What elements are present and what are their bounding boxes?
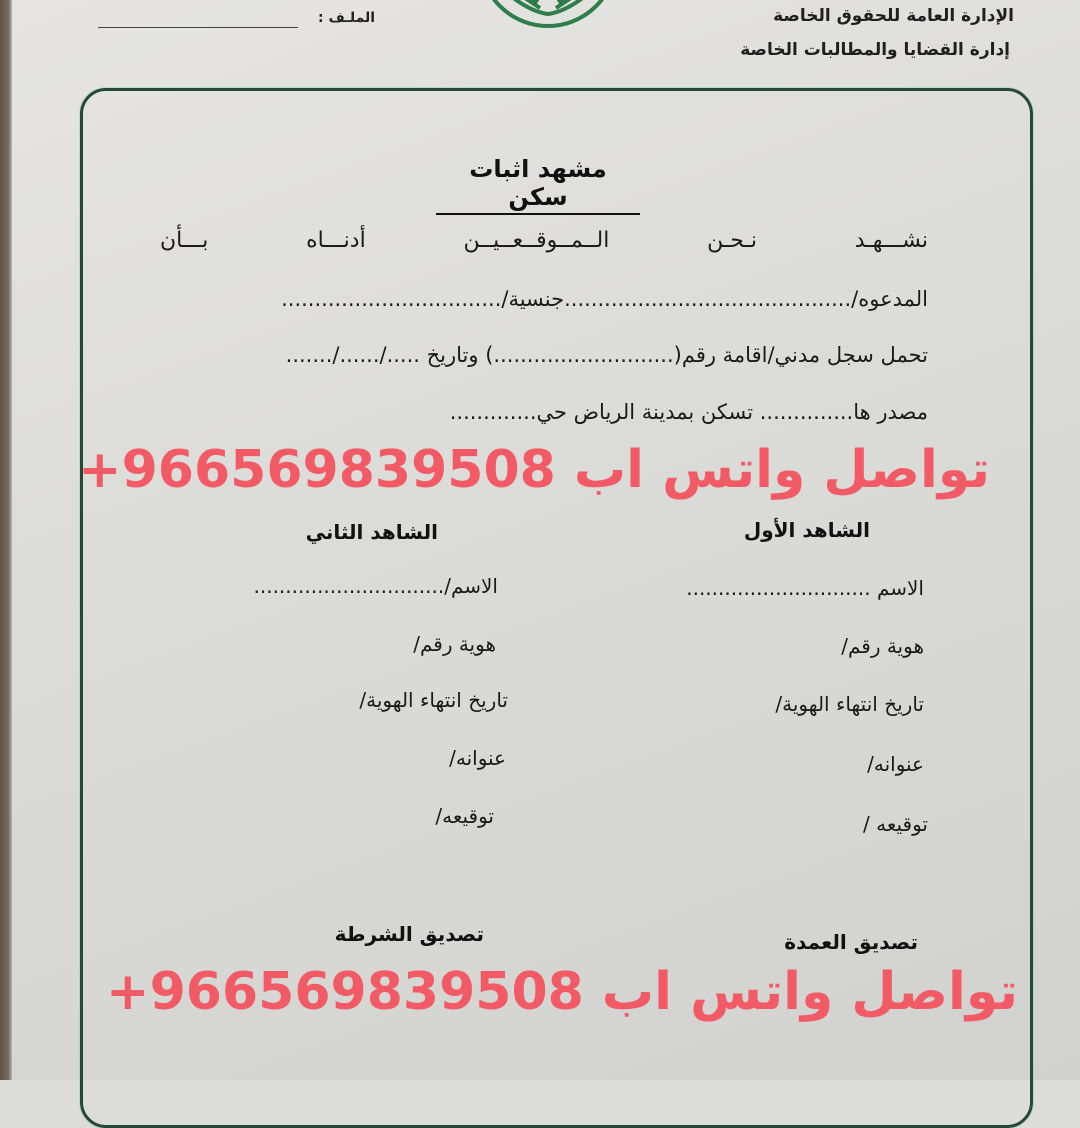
intro-word: نـحـن — [707, 228, 758, 253]
second-witness-heading: الشاهد الثاني — [305, 520, 438, 544]
intro-word: نشـــهـد — [854, 228, 928, 253]
org-name-line-2: إدارة القضايا والمطالبات الخاصة — [740, 40, 1010, 60]
intro-word: أدنـــاه — [306, 228, 366, 253]
second-witness-id-expiry-field[interactable]: تاريخ انتهاء الهوية/ — [359, 688, 508, 712]
whatsapp-contact-watermark: تواصل واتس اب 966569839508+ — [106, 962, 1018, 1022]
second-witness-signature-field[interactable]: توقيعه/ — [435, 804, 494, 828]
first-witness-heading: الشاهد الأول — [743, 518, 870, 542]
whatsapp-contact-watermark: تواصل واتس اب 966569839508+ — [78, 440, 990, 500]
intro-word: بـــأن — [160, 228, 209, 253]
file-number-blank-line[interactable] — [98, 27, 298, 28]
org-name-line-1: الإدارة العامة للحقوق الخاصة — [773, 6, 1014, 26]
mayor-approval-label: تصديق العمدة — [784, 930, 918, 954]
green-emblem-seal-icon — [478, 0, 618, 28]
first-witness-name-field[interactable]: الاسم ............................. — [686, 576, 924, 600]
first-witness-id-field[interactable]: هوية رقم/ — [841, 634, 924, 658]
named-nationality-field[interactable]: المدعوه/...........................................جنسية/................................. — [281, 287, 928, 311]
first-witness-signature-field[interactable]: توقيعه / — [863, 812, 928, 836]
id-number-date-field[interactable]: تحمل سجل مدني/اقامة رقم(...........................) وتاريخ ...../....../....... — [285, 343, 928, 367]
file-number-label: الملـف : — [318, 10, 376, 26]
desk-background-strip — [0, 0, 12, 1080]
intro-statement — [160, 228, 928, 253]
intro-word: الــمــوقــعــيــن — [463, 228, 610, 253]
form-title: مشهد اثبات سكن — [436, 155, 640, 215]
first-witness-id-expiry-field[interactable]: تاريخ انتهاء الهوية/ — [775, 692, 924, 716]
second-witness-address-field[interactable]: عنوانه/ — [449, 746, 506, 770]
first-witness-address-field[interactable]: عنوانه/ — [867, 752, 924, 776]
police-approval-label: تصديق الشرطة — [334, 922, 484, 946]
second-witness-name-field[interactable]: الاسم/.............................. — [253, 574, 498, 598]
second-witness-id-field[interactable]: هوية رقم/ — [413, 632, 496, 656]
residence-field[interactable]: مصدر ها.............. تسكن بمدينة الرياض حي............. — [449, 400, 928, 424]
